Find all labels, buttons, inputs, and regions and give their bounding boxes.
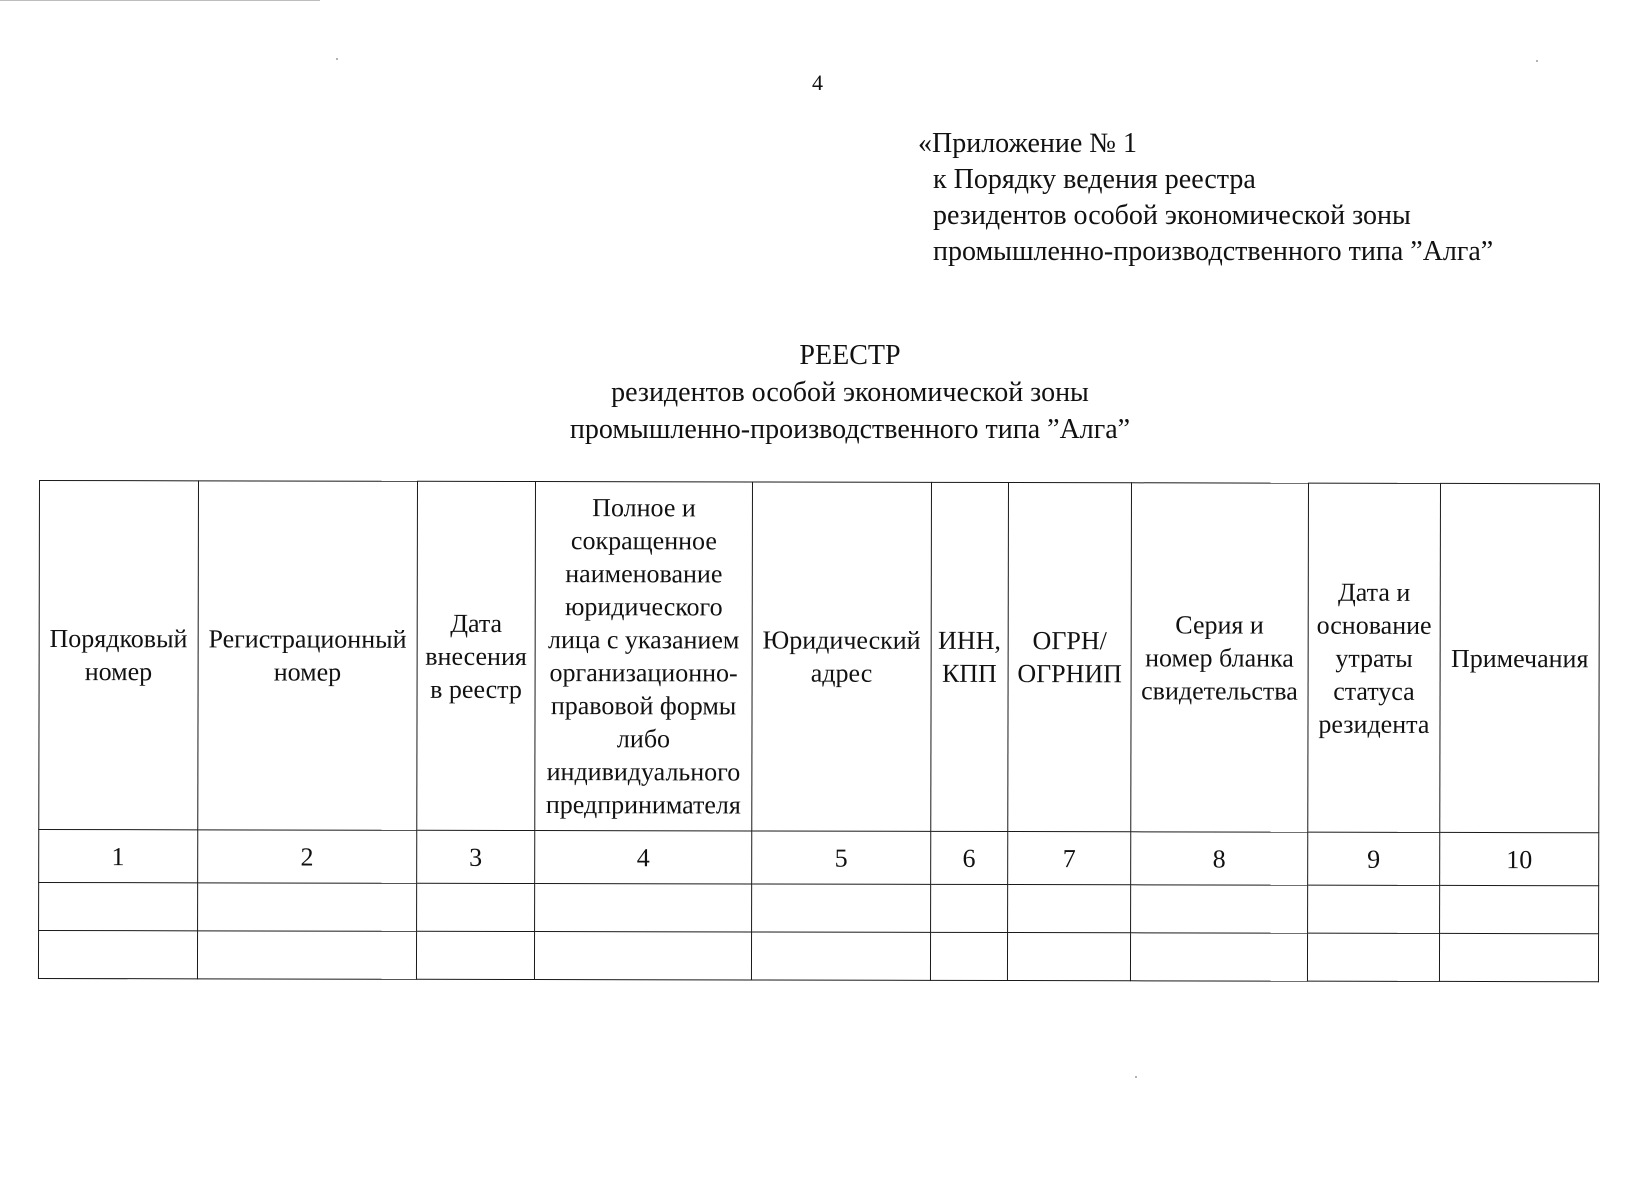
empty-cell [1008,885,1131,933]
header-label: Полное и сокращенное наименование юридического лица с указанием организационно- правовой формы либо индивидуального предпринимателя [545,493,741,820]
table-header-cell [752,482,931,831]
empty-cell [535,884,752,932]
title-heading: РЕЕСТР [799,340,901,371]
header-label: Юридический адрес [762,625,921,688]
header-label: Порядковый номер [49,624,188,687]
empty-cell [416,931,534,979]
appendix-note [918,126,1493,270]
empty-cell [752,884,931,932]
column-number-cell: 4 [535,831,752,884]
title-subtitle: резидентов особой экономической зоны [611,377,1089,408]
empty-cell [1131,933,1308,981]
column-number-cell: 7 [1008,832,1131,885]
scan-speck [336,58,338,60]
empty-cell [1131,885,1308,933]
table-header-row [39,481,1600,833]
empty-cell [1307,933,1440,981]
table-header-cell [535,482,753,831]
table-header-cell [1131,483,1308,832]
column-number-cell: 5 [752,831,931,884]
column-number-cell: 6 [930,831,1007,884]
page-number: 4 [812,70,823,95]
header-label: ОГРН/ ОГРНИП [1017,626,1122,689]
empty-cell [197,931,416,979]
table-header-cell [417,481,536,830]
header-label: Серия и номер бланка свидетельства [1141,609,1298,706]
empty-cell [197,883,416,931]
title-subtitle: промышленно-производственного типа ”Алга” [569,414,1131,445]
empty-cell [417,883,535,931]
empty-cell [1440,933,1599,981]
table-header-cell [1307,483,1440,832]
appendix-line: резидентов особой экономической зоны [933,200,1411,231]
column-number-cell: 8 [1131,832,1308,885]
header-label: Примечания [1450,643,1589,673]
appendix-line: промышленно-производственного типа ”Алга” [933,236,1494,267]
scan-speck [1536,60,1538,62]
table-header-cell [39,481,198,830]
appendix-line: «Приложение № 1 [918,128,1137,159]
header-label: ИНН, КПП [938,625,1001,689]
scan-speck [1135,1076,1137,1078]
column-number-cell: 1 [39,830,198,883]
column-number-cell: 2 [197,830,416,883]
appendix-line: к Порядку ведения реестра [933,164,1256,195]
table-row [39,883,1599,934]
column-number-cell: 3 [417,830,535,883]
document-title [0,337,1635,448]
empty-cell [1307,885,1440,933]
table-header-cell [1440,483,1600,832]
header-label: Дата и основание утраты статуса резидента [1316,577,1432,739]
empty-cell [752,932,931,980]
scan-edge-line [0,0,320,1]
table-row [38,931,1598,982]
registry-table [38,480,1600,982]
table-header-cell [1008,483,1132,832]
empty-cell [930,884,1007,932]
empty-cell [534,932,751,980]
empty-cell [1440,885,1599,933]
header-label: Дата внесения в реестр [425,608,527,704]
table-header-cell [197,481,417,830]
empty-cell [39,883,198,931]
table-header-cell [930,482,1008,831]
column-number-cell: 9 [1307,832,1440,885]
empty-cell [930,932,1007,980]
column-number-row [39,830,1599,886]
empty-cell [38,931,197,979]
header-label: Регистрационный номер [208,624,407,687]
column-number-cell: 10 [1440,832,1599,885]
empty-cell [1007,933,1130,981]
